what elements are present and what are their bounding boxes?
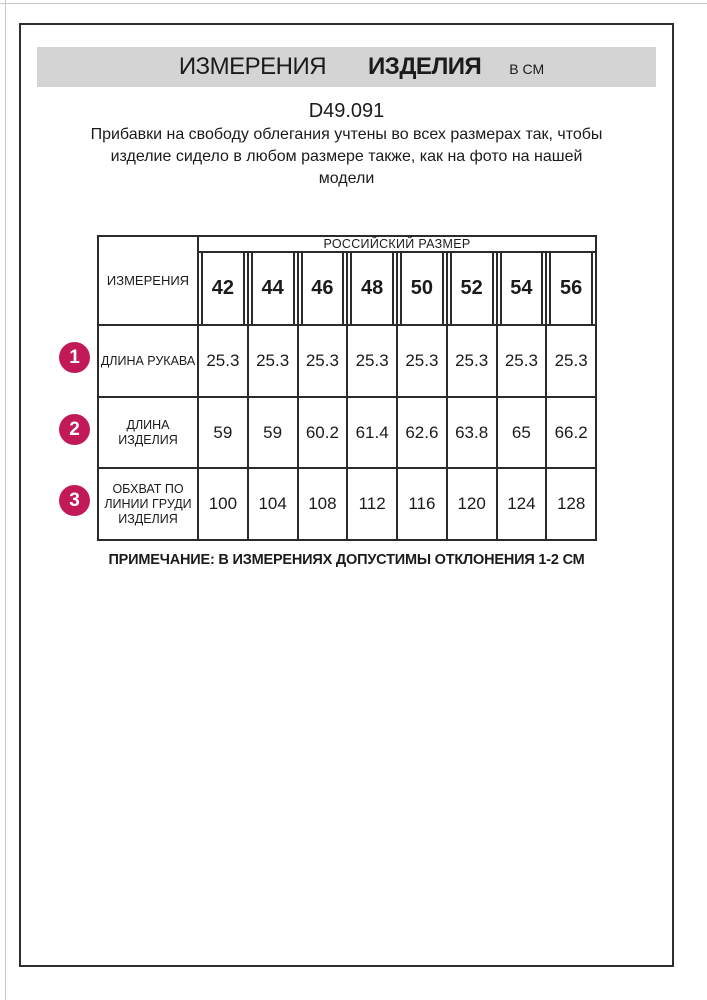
measurement-cell: 108 [298,468,348,540]
size-column-header [497,252,547,325]
measurement-cell: 25.3 [447,325,497,397]
measurement-cell: 25.3 [397,325,447,397]
size-group-row [98,236,596,252]
measurement-cell: 128 [546,468,596,540]
row-number-badge-1: 1 [59,342,90,373]
measurement-cell: 100 [198,468,248,540]
fit-description-line: Прибавки на свободу облегания учтены во всех размерах так, чтобы [90,126,603,143]
table-row-garment-length [98,397,596,468]
measurement-cell: 25.3 [347,325,397,397]
measurement-cell: 25.3 [298,325,348,397]
title-word-garment: ИЗДЕЛИЯ [368,53,482,80]
measurements-table-wrap [97,235,597,541]
title-band [37,47,656,87]
measurement-cell: 62.6 [397,397,447,468]
measurement-cell: 25.3 [198,325,248,397]
measurement-cell: 25.3 [546,325,596,397]
row-label: ДЛИНА ИЗДЕЛИЯ [98,397,198,468]
measurement-cell: 66.2 [546,397,596,468]
size-column-header [347,252,397,325]
measurement-cell: 61.4 [347,397,397,468]
measurement-cell: 60.2 [298,397,348,468]
size-value: 46 [301,253,345,324]
measurement-cell: 120 [447,468,497,540]
tolerance-note: ПРИМЕЧАНИЕ: В ИЗМЕРЕНИЯХ ДОПУСТИМЫ ОТКЛОНЕНИЯ 1-2 СМ [108,552,585,568]
page-edge-top-line [0,3,707,4]
row-label: ОБХВАТ ПО ЛИНИИ ГРУДИ ИЗДЕЛИЯ [98,468,198,540]
russian-size-header: РОССИЙСКИЙ РАЗМЕР [198,236,596,252]
row-label: ДЛИНА РУКАВА [98,325,198,397]
title-word-measurements: ИЗМЕРЕНИЯ [178,53,327,80]
measurements-table [97,235,597,541]
title-band-text [179,53,544,81]
size-column-header [397,252,447,325]
title-unit-label: В СМ [509,61,545,77]
measurement-cell: 116 [397,468,447,540]
size-value: 44 [251,253,295,324]
fit-description [67,124,627,190]
table-row-sleeve-length [98,325,596,397]
size-column-header [198,252,248,325]
size-value: 56 [549,253,593,324]
row-number-badge-3: 3 [59,485,90,516]
measurement-cell: 112 [347,468,397,540]
measurement-cell: 59 [198,397,248,468]
measurement-cell: 25.3 [497,325,547,397]
measurement-cell: 63.8 [447,397,497,468]
size-value: 50 [400,253,444,324]
size-column-header [447,252,497,325]
fit-description-line: модели [318,170,375,187]
row-number-badge-2: 2 [59,414,90,445]
size-value: 54 [500,253,544,324]
measurement-cell: 59 [248,397,298,468]
table-row-chest-girth [98,468,596,540]
size-column-header [248,252,298,325]
measurement-cell: 25.3 [248,325,298,397]
size-value: 42 [201,253,245,324]
measurement-cell: 65 [497,397,547,468]
document-frame [19,23,674,967]
size-column-header [546,252,596,325]
product-code: D49.091 [308,100,385,122]
page-edge-left-line [5,0,6,1000]
measurement-cell: 104 [248,468,298,540]
corner-header-measurements: ИЗМЕРЕНИЯ [98,236,198,325]
size-value: 48 [350,253,394,324]
size-column-header [298,252,348,325]
measurement-cell: 124 [497,468,547,540]
size-value: 52 [450,253,494,324]
fit-description-line: изделие сидело в любом размере также, как на фото на нашей [110,148,583,165]
